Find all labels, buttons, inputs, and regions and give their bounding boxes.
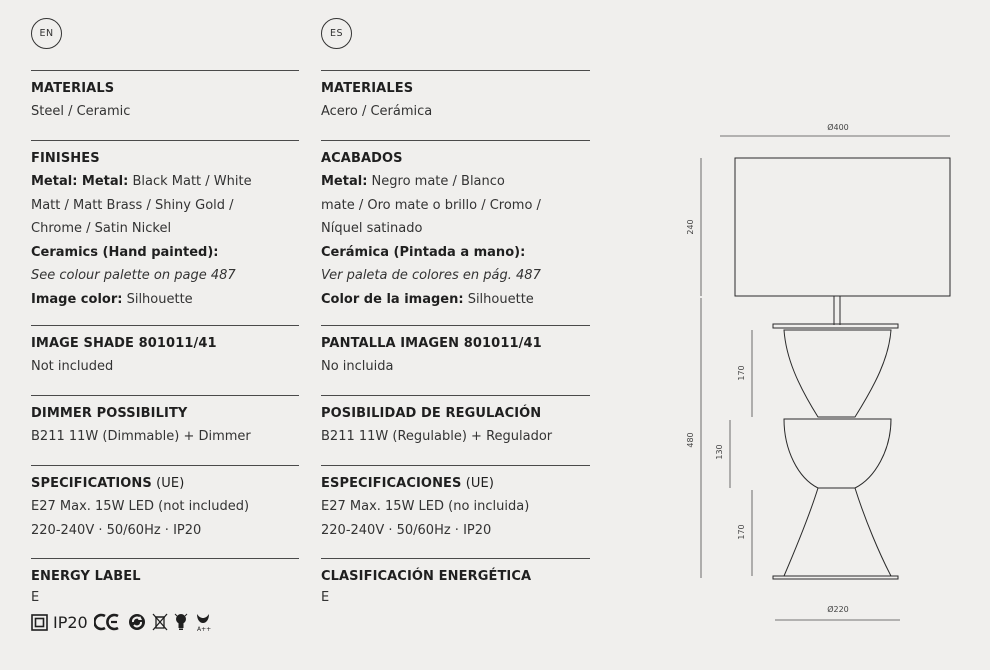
- specs-title: [31, 473, 299, 495]
- image-color-value: Silhouette: [122, 291, 193, 307]
- especificaciones-title: [321, 473, 590, 495]
- ceramics-label: [31, 241, 299, 265]
- ceramica-label: [321, 241, 590, 265]
- shade-height-label: 240: [686, 219, 695, 235]
- acabados-metal-line-3: Níquel satinado: [321, 221, 423, 236]
- energy-section: [31, 558, 299, 632]
- materials-section: [31, 70, 299, 124]
- ceramics-label-text: Ceramics (Hand painted):: [31, 244, 219, 260]
- specs-line-2: 220-240V · 50/60Hz · IP20: [31, 522, 202, 538]
- finishes-metal-line-3: Chrome / Satin Nickel: [31, 221, 172, 236]
- energy-title: ENERGY LABEL: [31, 569, 141, 584]
- color-imagen-value: Silhouette: [463, 291, 534, 307]
- metal-label: Metal: Metal:: [31, 174, 129, 189]
- language-badge-es: ES: [321, 18, 352, 49]
- acabados-metal-line-1: [321, 170, 590, 194]
- color-imagen-label: Color de la imagen:: [321, 291, 464, 307]
- especificaciones-title-suffix: (UE): [461, 476, 495, 491]
- finishes-title: FINISHES: [31, 151, 100, 166]
- ce-mark-icon: [94, 613, 122, 631]
- energy-value: E: [31, 590, 40, 605]
- especificaciones-section: [321, 465, 590, 542]
- shade-section: [31, 325, 299, 379]
- ceramica-label-text: Cerámica (Pintada a mano):: [321, 244, 526, 260]
- energy-class-mark: A++: [196, 626, 211, 632]
- ip-rating-text: IP20: [53, 612, 88, 632]
- specs-title-suffix: (UE): [151, 476, 185, 491]
- pantalla-title: PANTALLA IMAGEN 801011/41: [321, 336, 542, 351]
- especificaciones-line-2: 220-240V · 50/60Hz · IP20: [321, 522, 492, 538]
- acabados-section: [321, 140, 590, 311]
- energetica-value: E: [321, 590, 330, 605]
- dimmer-value: B211 11W (Dimmable) + Dimmer: [31, 429, 251, 444]
- shade-width-label: Ø400: [827, 123, 849, 132]
- recycling-icon: [128, 613, 146, 631]
- shade-value: Not included: [31, 359, 114, 374]
- lamp-middle-body: [784, 419, 891, 488]
- image-color-line: [31, 288, 299, 312]
- lamp-top-plate: [773, 324, 898, 328]
- metal-label-es: Metal:: [321, 174, 368, 189]
- ceramics-note: [31, 264, 299, 288]
- especificaciones-line-1: E27 Max. 15W LED (no incluida): [321, 499, 530, 514]
- materiales-title: MATERIALES: [321, 81, 414, 96]
- class-ii-icon: [31, 614, 48, 631]
- pantalla-section: [321, 325, 590, 379]
- color-imagen-line: [321, 288, 590, 312]
- lamp-upper-body: [784, 330, 891, 417]
- finishes-metal-line-2: Matt / Matt Brass / Shiny Gold /: [31, 197, 234, 213]
- ceramica-note: [321, 264, 590, 288]
- lower-body-label: 170: [737, 524, 746, 540]
- shade-title: IMAGE SHADE 801011/41: [31, 336, 217, 351]
- pantalla-value: No incluida: [321, 359, 394, 374]
- ceramica-note-text: Ver paleta de colores en pág. 487: [321, 268, 541, 283]
- base-width-label: Ø220: [827, 605, 849, 614]
- energetica-title: CLASIFICACIÓN ENERGÉTICA: [321, 569, 532, 584]
- specs-line-1: E27 Max. 15W LED (not included): [31, 499, 250, 514]
- lamp-shade-outline: [735, 158, 950, 296]
- acabados-title: ACABADOS: [321, 151, 403, 166]
- finishes-metal-line-1: [31, 170, 299, 194]
- materials-title: MATERIALS: [31, 81, 115, 96]
- acabados-metal-line-2: mate / Oro mate o brillo / Cromo /: [321, 197, 541, 213]
- lamp-technical-drawing: [680, 110, 970, 630]
- lamp-base-plate: [773, 576, 898, 579]
- led-bulb-icon: [174, 613, 188, 631]
- energy-class-icon: [194, 612, 212, 632]
- specs-section: [31, 465, 299, 542]
- upper-body-label: 170: [737, 365, 746, 381]
- image-color-label: Image color:: [31, 291, 123, 307]
- materiales-section: [321, 70, 590, 124]
- weee-bin-icon: [152, 613, 168, 631]
- regulacion-value: B211 11W (Regulable) + Regulador: [321, 429, 553, 444]
- regulacion-title: POSIBILIDAD DE REGULACIÓN: [321, 406, 542, 421]
- metal-value-1: Black Matt / White: [128, 174, 252, 189]
- middle-body-label: 130: [715, 444, 724, 460]
- materiales-value: Acero / Cerámica: [321, 104, 433, 119]
- especificaciones-title-text: ESPECIFICACIONES: [321, 476, 462, 491]
- energetica-section: [321, 558, 590, 608]
- language-badge-en: EN: [31, 18, 62, 49]
- materials-value: Steel / Ceramic: [31, 104, 131, 119]
- finishes-section: [31, 140, 299, 311]
- ceramics-note-text: See colour palette on page 487: [31, 268, 236, 283]
- metal-value-es-1: Negro mate / Blanco: [367, 174, 505, 189]
- dimmer-title: DIMMER POSSIBILITY: [31, 406, 188, 421]
- specs-title-text: SPECIFICATIONS: [31, 476, 152, 491]
- lamp-lower-body: [784, 488, 891, 576]
- certification-icons: [31, 612, 299, 632]
- total-height-label: 480: [686, 432, 695, 448]
- dimmer-section: [31, 395, 299, 449]
- regulacion-section: [321, 395, 590, 449]
